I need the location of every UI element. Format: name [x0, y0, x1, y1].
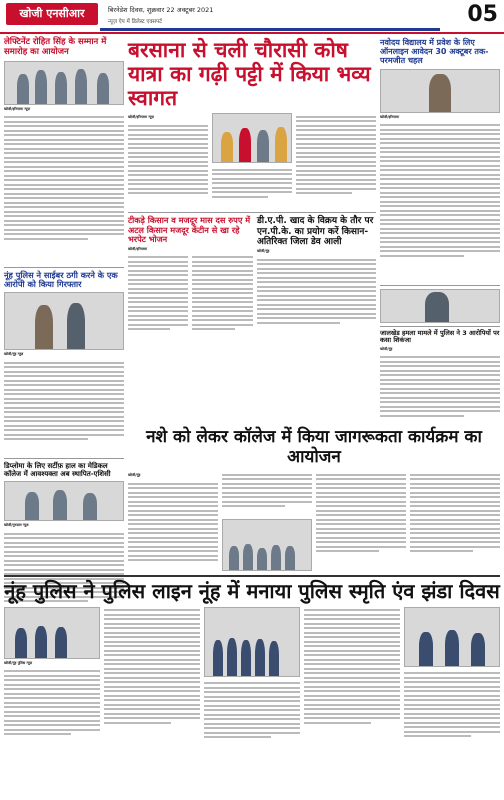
wide1-body	[128, 480, 218, 580]
mid-story1-byline: खोजी/हरियाणा न्यूज़	[128, 115, 154, 120]
page-number: 05	[467, 2, 498, 27]
right-story2-headline: जालखेड हमला मामले में पुलिस ने 3 आरोपियों पर कसा शिकंजा	[380, 328, 500, 345]
wide2-photo-2	[204, 607, 300, 677]
middle-column	[128, 38, 376, 346]
left-story1-headline: लेफ्टिनेंट रोहित सिंह के सम्मान में समारोह का आयोजन	[4, 37, 107, 57]
wide2-photo-1	[4, 607, 100, 659]
left-story1-photo	[4, 61, 124, 105]
wide2-byline: खोजी/नूंह पुलिस न्यूज़	[4, 660, 33, 665]
mid-story3-headline: डी.ए.पी. खाद के विक्रय के तौर पर एन.पी.के. का प्रयोग करें किसान-अतिरिक्त जिला डेव आली	[256, 216, 374, 248]
right-story1-body	[380, 122, 500, 282]
left-story3-headline: डिप्लोमा के लिए सर्टीफ़ हाल का मेडिकल कॉलेज में आवश्यक्ता अब स्थापित-एशिसी	[4, 462, 111, 479]
right-column	[380, 38, 500, 430]
wide-section-2	[4, 572, 500, 755]
left-story2-photo	[4, 292, 124, 350]
left-story2-body	[4, 359, 124, 455]
mid-story2-byline: खोजी/हरियाणा	[128, 246, 148, 251]
masthead-bar	[100, 28, 440, 31]
wide2-photo-3	[404, 607, 500, 667]
tagline: न्यूज़ ऐप में डिलेस्ट एक्सपर्ट	[108, 19, 162, 25]
right-story2-byline: खोजी/नूंह	[380, 346, 393, 351]
issue-date: बिरनेडेश दिवस, शुक्रवार 22 अक्टूबर 2021	[108, 6, 214, 14]
left-story3-byline: खोजी/गुरुग्राम न्यूज़	[4, 523, 29, 528]
right-story1-byline: खोजी/हरियाणा	[380, 114, 400, 119]
left-story1-byline: खोजी/हरियाणा न्यूज़	[4, 106, 30, 111]
right-story1-photo	[380, 69, 500, 113]
masthead	[0, 0, 504, 34]
right-story2-body	[380, 354, 500, 430]
wide2-headline: नूंह पुलिस ने पुलिस लाइन नूंह में मनाया पुलिस स्मृति एंव झंडा दिवस	[4, 578, 500, 603]
mid-story2-headline: टीकड़े किसान व मजदूर मास दस रुपए में अटल किसान मजदूर केंटीन से खा रहे भरपेट भोजन	[128, 215, 251, 245]
wide1-byline: खोजी/नूंह	[128, 473, 141, 478]
wide2-body	[4, 668, 100, 750]
wide1-headline: नशे को लेकर कॉलेज में किया जागरूकता कार्यक्रम का आयोजन	[146, 427, 482, 467]
mid-story3-byline: खोजी/नूंह	[256, 249, 270, 254]
left-story1-body	[4, 114, 124, 264]
mid-story1-headline: बरसाना से चली चौरासी कोष यात्रा का गढ़ी पट्टी में किया भव्य स्वागत	[128, 38, 371, 111]
right-story1-headline: नवोदय विद्यालय में प्रवेश के लिए ऑनलाइन आवेदन 30 अक्टूबर तक-परमजीत चहल	[380, 38, 489, 66]
mid-story2-body	[128, 254, 188, 346]
left-column	[4, 38, 124, 618]
mid-story1-body	[128, 122, 208, 206]
left-story2-headline: नूंह पुलिस ने साईबर ठगी करने के एक आरोपी को किया गिरफ्तार	[4, 269, 118, 289]
mid-story1-photo	[212, 113, 292, 163]
wide1-photo	[222, 519, 312, 571]
mid-story3-body	[257, 256, 376, 336]
wide-section-1	[128, 428, 500, 580]
left-story2-byline: खोजी/नूंह न्यूज़	[4, 352, 24, 357]
left-story3-photo	[4, 481, 124, 521]
right-story2-photo	[380, 289, 500, 323]
newspaper-logo: खोजी एनसीआर	[6, 3, 98, 25]
